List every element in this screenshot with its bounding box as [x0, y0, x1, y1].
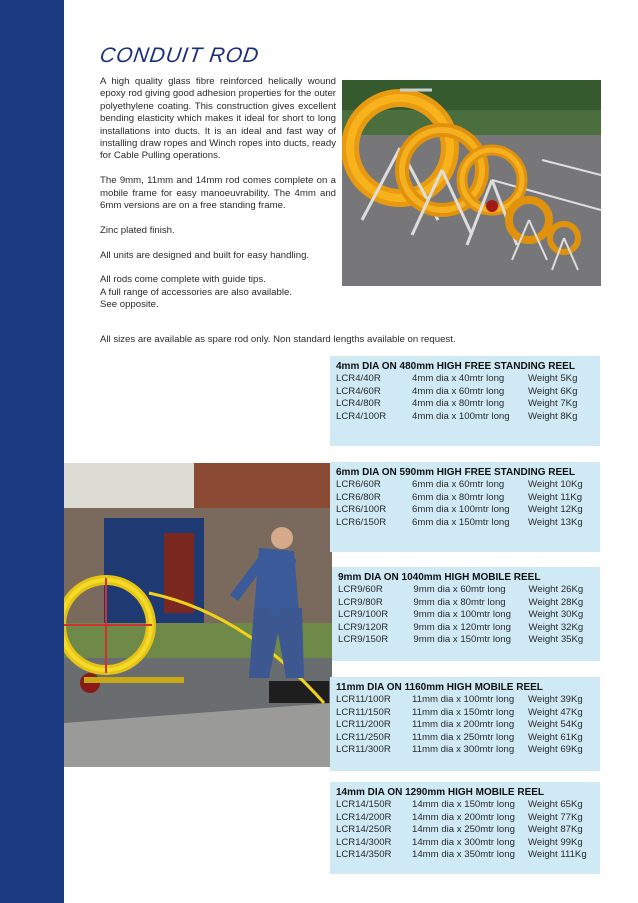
- table-row: [336, 824, 592, 837]
- weight: Weight 10Kg: [528, 479, 583, 490]
- weight: Weight 39Kg: [528, 694, 583, 705]
- model-code: LCR9/80R: [338, 596, 383, 608]
- model-code: LCR9/150R: [338, 634, 389, 646]
- weight: Weight 47Kg: [528, 706, 583, 718]
- model-code: LCR4/40R: [336, 373, 381, 384]
- dimension: 14mm dia x 200mtr long: [412, 811, 515, 823]
- table-row: [336, 517, 592, 530]
- table-heading: 11mm DIA ON 1160mm HIGH MOBILE REEL: [336, 682, 543, 693]
- table-row: [336, 849, 592, 862]
- weight: Weight 61Kg: [528, 731, 583, 743]
- dimension: 6mm dia x 100mtr long: [412, 504, 510, 516]
- model-code: LCR14/300R: [336, 836, 392, 848]
- weight: Weight 111Kg: [528, 849, 587, 861]
- model-code: LCR6/100R: [336, 504, 387, 516]
- model-code: LCR11/100R: [336, 694, 391, 705]
- model-code: LCR11/200R: [336, 719, 391, 731]
- weight: Weight 30Kg: [528, 609, 584, 621]
- model-code: LCR11/250R: [336, 731, 391, 743]
- dimension: 6mm dia x 80mtr long: [412, 491, 505, 503]
- dimension: 14mm dia x 250mtr long: [412, 824, 515, 836]
- weight: Weight 13Kg: [528, 516, 583, 528]
- model-code: LCR6/150R: [336, 516, 387, 528]
- model-code: LCR4/100R: [336, 410, 387, 422]
- model-code: LCR14/350R: [336, 849, 392, 861]
- weight: Weight 69Kg: [528, 744, 583, 756]
- weight: Weight 6Kg: [528, 385, 578, 397]
- dimension: 6mm dia x 150mtr long: [412, 516, 510, 528]
- dimension: 11mm dia x 150mtr long: [412, 706, 515, 718]
- worker-photo: [64, 463, 332, 767]
- table-row: [336, 504, 592, 517]
- dimension: 11mm dia x 300mtr long: [412, 744, 515, 756]
- dimension: 14mm dia x 300mtr long: [412, 836, 515, 848]
- intro-paragraph: A high quality glass fibre reinforced helically wound epoxy rod giving good adhesion properties for the outer polyethylene coating. This construction gives excellent bending elasticity which makes it ideal for short to long installations into ducts. It is an ideal and fast way of installing draw ropes and Winch ropes into ducts, ready for Cable Pulling operations.: [100, 76, 336, 162]
- left-color-band: [0, 0, 64, 903]
- dimension: 4mm dia x 60mtr long: [412, 385, 505, 397]
- table-row: [336, 812, 592, 825]
- intro-paragraph: Zinc plated finish.: [100, 224, 175, 236]
- intro-paragraph: The 9mm, 11mm and 14mm rod comes complete on a mobile frame for easy manoeuvrability. The 4mm and 6mm versions are on a free standing frame.: [100, 175, 336, 212]
- model-code: LCR6/60R: [336, 479, 381, 490]
- dimension: 14mm dia x 350mtr long: [412, 849, 515, 861]
- model-code: LCR6/80R: [336, 491, 381, 503]
- table-heading: 14mm DIA ON 1290mm HIGH MOBILE REEL: [336, 787, 545, 798]
- table-row: [336, 479, 592, 492]
- table-row: [336, 837, 592, 850]
- dimension: 9mm dia x 80mtr long: [413, 596, 506, 608]
- spec-table-4mm: [330, 356, 600, 446]
- model-code: LCR4/60R: [336, 385, 381, 397]
- dimension: 14mm dia x 150mtr long: [412, 799, 515, 810]
- dimension: 11mm dia x 100mtr long: [412, 694, 515, 705]
- reels-photo: [342, 80, 601, 286]
- weight: Weight 5Kg: [528, 373, 578, 384]
- model-code: LCR11/300R: [336, 744, 391, 756]
- table-row: [336, 386, 592, 399]
- table-row: [338, 584, 592, 597]
- dimension: 9mm dia x 60mtr long: [413, 584, 506, 595]
- table-heading: 9mm DIA ON 1040mm HIGH MOBILE REEL: [338, 572, 541, 583]
- table-row: [338, 622, 592, 635]
- table-row: [336, 492, 592, 505]
- table-row: [336, 707, 592, 720]
- dimension: 9mm dia x 150mtr long: [413, 634, 511, 646]
- dimension: 11mm dia x 200mtr long: [412, 719, 515, 731]
- table-row: [336, 694, 592, 707]
- table-row: [338, 609, 592, 622]
- spec-table-9mm: [332, 567, 600, 661]
- dimension: 11mm dia x 250mtr long: [412, 731, 515, 743]
- weight: Weight 7Kg: [528, 398, 578, 410]
- table-row: [338, 634, 592, 647]
- table-row: [336, 799, 592, 812]
- model-code: LCR9/100R: [338, 609, 389, 621]
- model-code: LCR9/60R: [338, 584, 383, 595]
- spec-table-14mm: [330, 782, 600, 874]
- weight: Weight 8Kg: [528, 410, 578, 422]
- model-code: LCR9/120R: [338, 621, 389, 633]
- dimension: 9mm dia x 100mtr long: [413, 609, 511, 621]
- table-row: [336, 411, 592, 424]
- table-row: [336, 373, 592, 386]
- model-code: LCR14/250R: [336, 824, 392, 836]
- weight: Weight 11Kg: [528, 491, 583, 503]
- weight: Weight 35Kg: [528, 634, 584, 646]
- spare-rod-note: All sizes are available as spare rod only. Non standard lengths available on request.: [100, 334, 456, 345]
- dimension: 6mm dia x 60mtr long: [412, 479, 505, 490]
- model-code: LCR4/80R: [336, 398, 381, 410]
- intro-text: [100, 76, 336, 324]
- spec-table-11mm: [330, 677, 600, 771]
- table-row: [336, 744, 592, 757]
- spec-table-6mm: [330, 462, 600, 552]
- model-code: LCR14/200R: [336, 811, 392, 823]
- table-row: [336, 732, 592, 745]
- weight: Weight 65Kg: [528, 799, 583, 810]
- page-title: CONDUIT ROD: [98, 44, 261, 67]
- intro-paragraph: All units are designed and built for easy handling.: [100, 249, 310, 261]
- weight: Weight 28Kg: [528, 596, 584, 608]
- dimension: 4mm dia x 40mtr long: [412, 373, 505, 384]
- dimension: 4mm dia x 100mtr long: [412, 410, 510, 422]
- weight: Weight 54Kg: [528, 719, 583, 731]
- weight: Weight 32Kg: [528, 621, 584, 633]
- weight: Weight 87Kg: [528, 824, 583, 836]
- table-row: [338, 597, 592, 610]
- weight: Weight 77Kg: [528, 811, 583, 823]
- dimension: 9mm dia x 120mtr long: [413, 621, 511, 633]
- table-heading: 4mm DIA ON 480mm HIGH FREE STANDING REEL: [336, 361, 575, 372]
- dimension: 4mm dia x 80mtr long: [412, 398, 505, 410]
- model-code: LCR14/150R: [336, 799, 392, 810]
- table-heading: 6mm DIA ON 590mm HIGH FREE STANDING REEL: [336, 467, 575, 478]
- model-code: LCR11/150R: [336, 706, 391, 718]
- intro-paragraph: All rods come complete with guide tips. A full range of accessories are also available. See opposite.: [100, 274, 292, 311]
- table-row: [336, 719, 592, 732]
- weight: Weight 26Kg: [528, 584, 584, 595]
- weight: Weight 99Kg: [528, 836, 583, 848]
- table-row: [336, 398, 592, 411]
- weight: Weight 12Kg: [528, 504, 583, 516]
